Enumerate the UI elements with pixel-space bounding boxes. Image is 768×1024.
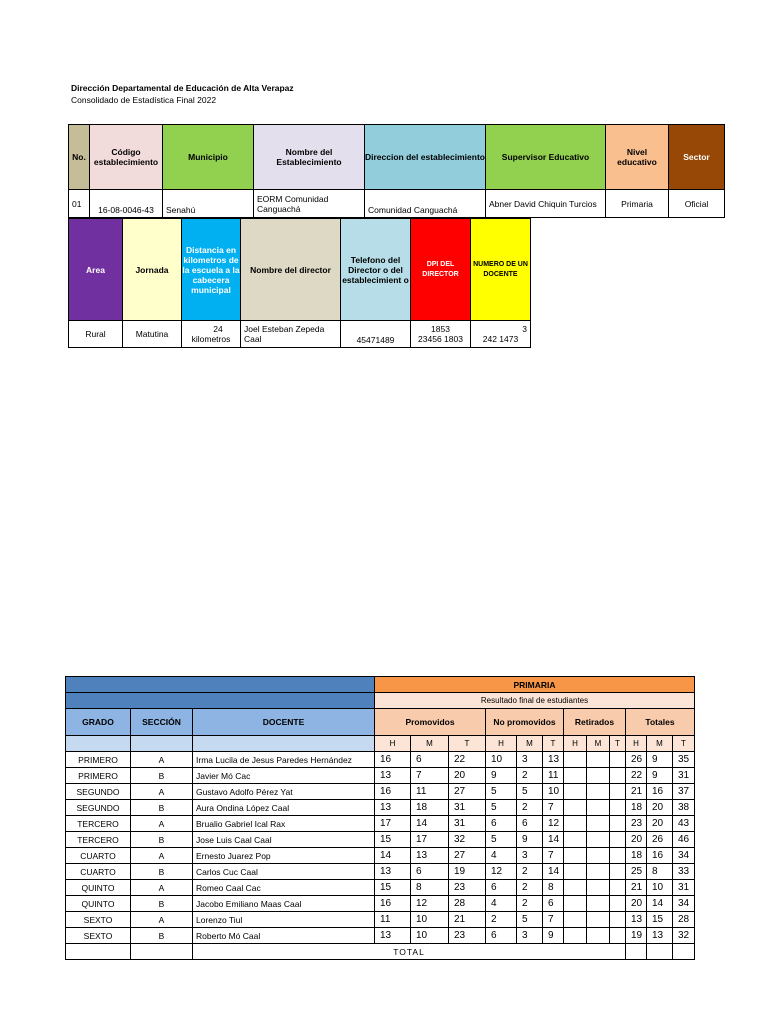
cell-th: 18: [626, 800, 647, 816]
cell-nt: 12: [543, 816, 564, 832]
cell-pm: 14: [411, 816, 449, 832]
result-caption: Resultado final de estudiantes: [375, 693, 695, 709]
cell-tt: 46: [673, 832, 695, 848]
table-row: [66, 928, 695, 944]
cell-rh: [564, 896, 587, 912]
cell-rm: [587, 880, 610, 896]
cell-docente: Romeo Caal Cac: [193, 880, 375, 896]
table-row: [66, 768, 695, 784]
cell-nm: 3: [517, 848, 543, 864]
cell-rt: [610, 832, 626, 848]
cell-nm: 9: [517, 832, 543, 848]
cell-nh: 6: [486, 880, 517, 896]
table-row: [66, 816, 695, 832]
cell-grado: SEXTO: [66, 912, 131, 928]
total-value: [673, 944, 695, 960]
cell-seccion: A: [131, 848, 193, 864]
cell-nh: 6: [486, 816, 517, 832]
cell-nt: 8: [543, 880, 564, 896]
cell-rt: [610, 880, 626, 896]
table-row: [66, 832, 695, 848]
cell-ph: 11: [375, 912, 411, 928]
cell-tt: 37: [673, 784, 695, 800]
cell-tm: 8: [647, 864, 673, 880]
table-title-bar: [66, 677, 375, 693]
cell-ph: 13: [375, 800, 411, 816]
cell-docente: Carlos Cuc Caal: [193, 864, 375, 880]
value-numero: 3 242 1473: [470, 320, 531, 348]
value-direccion: Comunidad Canguachá: [364, 189, 486, 218]
cell-tt: 34: [673, 896, 695, 912]
group-promovidos: Promovidos: [375, 709, 486, 736]
cell-docente: Jacobo Emiliano Maas Caal: [193, 896, 375, 912]
cell-seccion: A: [131, 752, 193, 768]
cell-grado: SEXTO: [66, 928, 131, 944]
cell-th: 21: [626, 784, 647, 800]
sub-header-m: M: [587, 736, 610, 752]
cell-rt: [610, 928, 626, 944]
cell-tt: 43: [673, 816, 695, 832]
cell-nm: 2: [517, 800, 543, 816]
table-row: [66, 752, 695, 768]
cell-seccion: A: [131, 816, 193, 832]
cell-nm: 5: [517, 912, 543, 928]
cell-pt: 22: [449, 752, 486, 768]
cell-rm: [587, 800, 610, 816]
group-totales: Totales: [626, 709, 695, 736]
cell-rh: [564, 768, 587, 784]
cell-nt: 6: [543, 896, 564, 912]
header-nombre: Nombre del Establecimiento: [253, 124, 365, 190]
cell-ph: 15: [375, 880, 411, 896]
cell-th: 23: [626, 816, 647, 832]
cell-nh: 6: [486, 928, 517, 944]
header-no: No.: [68, 124, 90, 190]
cell-ph: 13: [375, 768, 411, 784]
header-distancia: Distancia en kilometros de la escuela a la cabecera municipal: [181, 218, 241, 321]
cell-pt: 32: [449, 832, 486, 848]
document-title: Dirección Departamental de Educación de Alta Verapaz: [71, 83, 294, 93]
cell-nh: 5: [486, 784, 517, 800]
cell-rh: [564, 928, 587, 944]
sub-header-h: H: [564, 736, 587, 752]
cell-grado: PRIMERO: [66, 752, 131, 768]
cell-pm: 13: [411, 848, 449, 864]
value-no: 01: [68, 189, 90, 218]
table-row: [66, 800, 695, 816]
cell-tm: 9: [647, 768, 673, 784]
cell-nh: 9: [486, 768, 517, 784]
table-row: [66, 784, 695, 800]
cell-nm: 3: [517, 928, 543, 944]
header-area: Area: [68, 218, 123, 321]
cell-rm: [587, 784, 610, 800]
cell-tm: 14: [647, 896, 673, 912]
cell-tm: 20: [647, 800, 673, 816]
cell-tt: 38: [673, 800, 695, 816]
table-row: [66, 848, 695, 864]
cell-tt: 28: [673, 912, 695, 928]
cell-docente: Ernesto Juarez Pop: [193, 848, 375, 864]
cell-pt: 20: [449, 768, 486, 784]
cell-nt: 9: [543, 928, 564, 944]
cell-rm: [587, 768, 610, 784]
table-title-bar-2: [66, 693, 375, 709]
cell-rm: [587, 912, 610, 928]
cell-rh: [564, 880, 587, 896]
cell-pm: 10: [411, 928, 449, 944]
sub-header-t: T: [673, 736, 695, 752]
cell-tm: 26: [647, 832, 673, 848]
cell-tm: 20: [647, 816, 673, 832]
cell-tm: 10: [647, 880, 673, 896]
cell-tm: 9: [647, 752, 673, 768]
value-dpi: 1853 23456 1803: [410, 320, 471, 348]
cell-seccion: A: [131, 880, 193, 896]
cell-nm: 2: [517, 768, 543, 784]
cell-tt: 34: [673, 848, 695, 864]
cell-seccion: B: [131, 768, 193, 784]
cell-nh: 4: [486, 848, 517, 864]
cell-pm: 6: [411, 752, 449, 768]
sub-header-m: M: [411, 736, 449, 752]
sub-empty-2: [131, 736, 193, 752]
cell-grado: SEGUNDO: [66, 800, 131, 816]
table-row: [66, 912, 695, 928]
header-telefono: Telefono del Director o del establecimient o: [340, 218, 411, 321]
document-subtitle: Consolidado de Estadística Final 2022: [71, 95, 217, 105]
cell-ph: 15: [375, 832, 411, 848]
header-numero: NUMERO DE UN DOCENTE: [470, 218, 531, 321]
cell-rh: [564, 784, 587, 800]
sub-header-m: M: [517, 736, 543, 752]
col-seccion: SECCIÓN: [131, 709, 193, 736]
cell-docente: Brualio Gabriel Ical Rax: [193, 816, 375, 832]
cell-nh: 10: [486, 752, 517, 768]
total-value: [647, 944, 673, 960]
cell-ph: 17: [375, 816, 411, 832]
cell-th: 21: [626, 880, 647, 896]
cell-rm: [587, 848, 610, 864]
cell-rt: [610, 896, 626, 912]
cell-docente: Aura Ondina López Caal: [193, 800, 375, 816]
cell-nm: 5: [517, 784, 543, 800]
cell-rt: [610, 784, 626, 800]
cell-docente: Lorenzo Tiul: [193, 912, 375, 928]
cell-nh: 5: [486, 800, 517, 816]
cell-pm: 8: [411, 880, 449, 896]
cell-pt: 23: [449, 880, 486, 896]
cell-nm: 2: [517, 864, 543, 880]
header-supervisor: Supervisor Educativo: [485, 124, 606, 190]
col-docente: DOCENTE: [193, 709, 375, 736]
cell-nh: 12: [486, 864, 517, 880]
cell-nt: 11: [543, 768, 564, 784]
cell-seccion: B: [131, 864, 193, 880]
value-area: Rural: [68, 320, 123, 348]
cell-seccion: B: [131, 928, 193, 944]
value-municipio: Senahú: [162, 189, 254, 218]
cell-pm: 7: [411, 768, 449, 784]
group-retirados: Retirados: [564, 709, 626, 736]
header-director: Nombre del director: [240, 218, 341, 321]
cell-docente: Jose Luis Caal Caal: [193, 832, 375, 848]
cell-tt: 33: [673, 864, 695, 880]
header-nivel: Nivel educativo: [605, 124, 669, 190]
cell-seccion: B: [131, 896, 193, 912]
cell-th: 25: [626, 864, 647, 880]
cell-grado: QUINTO: [66, 896, 131, 912]
header-sector: Sector: [668, 124, 725, 190]
header-codigo: Código establecimiento: [89, 124, 163, 190]
col-grado: GRADO: [66, 709, 131, 736]
cell-rh: [564, 800, 587, 816]
cell-nm: 2: [517, 880, 543, 896]
cell-th: 19: [626, 928, 647, 944]
sub-header-h: H: [486, 736, 517, 752]
cell-grado: CUARTO: [66, 848, 131, 864]
cell-grado: QUINTO: [66, 880, 131, 896]
sub-header-t: T: [610, 736, 626, 752]
cell-rt: [610, 912, 626, 928]
cell-seccion: A: [131, 912, 193, 928]
cell-pm: 10: [411, 912, 449, 928]
cell-pm: 17: [411, 832, 449, 848]
grades-table: [65, 676, 695, 960]
cell-pm: 18: [411, 800, 449, 816]
table-row: [66, 896, 695, 912]
cell-docente: Gustavo Adolfo Pérez Yat: [193, 784, 375, 800]
cell-th: 22: [626, 768, 647, 784]
cell-ph: 13: [375, 928, 411, 944]
value-sector: Oficial: [668, 189, 725, 218]
cell-nm: 6: [517, 816, 543, 832]
cell-grado: TERCERO: [66, 832, 131, 848]
cell-pt: 27: [449, 848, 486, 864]
total-row: [66, 944, 695, 960]
cell-nt: 14: [543, 864, 564, 880]
header-direccion: Direccion del establecimiento: [364, 124, 486, 190]
cell-pm: 12: [411, 896, 449, 912]
cell-grado: TERCERO: [66, 816, 131, 832]
cell-pt: 31: [449, 800, 486, 816]
cell-docente: Irma Lucila de Jesus Paredes Hernández: [193, 752, 375, 768]
total-label: TOTAL: [193, 944, 626, 960]
header-dpi: DPI DEL DIRECTOR: [410, 218, 471, 321]
cell-grado: PRIMERO: [66, 768, 131, 784]
cell-rt: [610, 768, 626, 784]
cell-rt: [610, 752, 626, 768]
cell-rm: [587, 752, 610, 768]
value-distancia: 24 kilometros: [181, 320, 241, 348]
cell-nh: 4: [486, 896, 517, 912]
cell-rt: [610, 816, 626, 832]
cell-grado: SEGUNDO: [66, 784, 131, 800]
cell-rm: [587, 864, 610, 880]
cell-ph: 16: [375, 896, 411, 912]
cell-tm: 15: [647, 912, 673, 928]
cell-rh: [564, 912, 587, 928]
cell-pt: 21: [449, 912, 486, 928]
cell-rh: [564, 816, 587, 832]
cell-seccion: B: [131, 800, 193, 816]
cell-pt: 23: [449, 928, 486, 944]
cell-docente: Roberto Mó Caal: [193, 928, 375, 944]
cell-rh: [564, 848, 587, 864]
value-nivel: Primaria: [605, 189, 669, 218]
cell-seccion: B: [131, 832, 193, 848]
cell-grado: CUARTO: [66, 864, 131, 880]
cell-tt: 31: [673, 880, 695, 896]
cell-rm: [587, 816, 610, 832]
cell-nt: 7: [543, 848, 564, 864]
cell-nm: 2: [517, 896, 543, 912]
value-jornada: Matutina: [122, 320, 182, 348]
cell-tt: 32: [673, 928, 695, 944]
sub-header-m: M: [647, 736, 673, 752]
cell-pt: 19: [449, 864, 486, 880]
cell-tm: 16: [647, 848, 673, 864]
value-director: Joel Esteban Zepeda Caal: [240, 320, 341, 348]
cell-th: 18: [626, 848, 647, 864]
cell-th: 26: [626, 752, 647, 768]
total-empty-1: [66, 944, 131, 960]
sub-header-t: T: [449, 736, 486, 752]
cell-tm: 16: [647, 784, 673, 800]
sub-empty-1: [66, 736, 131, 752]
cell-nt: 7: [543, 800, 564, 816]
cell-rm: [587, 928, 610, 944]
cell-pm: 11: [411, 784, 449, 800]
cell-rt: [610, 800, 626, 816]
header-jornada: Jornada: [122, 218, 182, 321]
cell-ph: 16: [375, 784, 411, 800]
total-value: [626, 944, 647, 960]
table-row: [66, 864, 695, 880]
cell-ph: 14: [375, 848, 411, 864]
cell-nh: 5: [486, 832, 517, 848]
level-header: PRIMARIA: [375, 677, 695, 693]
header-municipio: Municipio: [162, 124, 254, 190]
cell-nm: 3: [517, 752, 543, 768]
sub-empty-3: [193, 736, 375, 752]
cell-pt: 28: [449, 896, 486, 912]
cell-rh: [564, 752, 587, 768]
cell-nt: 14: [543, 832, 564, 848]
cell-th: 20: [626, 832, 647, 848]
cell-nt: 7: [543, 912, 564, 928]
cell-pt: 27: [449, 784, 486, 800]
sub-header-h: H: [375, 736, 411, 752]
value-supervisor: Abner David Chiquin Turcios: [485, 189, 606, 218]
cell-nt: 10: [543, 784, 564, 800]
cell-seccion: A: [131, 784, 193, 800]
cell-pt: 31: [449, 816, 486, 832]
group-no-promovidos: No promovidos: [486, 709, 564, 736]
cell-rm: [587, 832, 610, 848]
cell-docente: Javier Mó Cac: [193, 768, 375, 784]
cell-pm: 6: [411, 864, 449, 880]
cell-nh: 2: [486, 912, 517, 928]
cell-ph: 13: [375, 864, 411, 880]
cell-th: 20: [626, 896, 647, 912]
cell-rt: [610, 848, 626, 864]
value-codigo: 16-08-0046-43: [89, 189, 163, 218]
cell-rt: [610, 864, 626, 880]
cell-th: 13: [626, 912, 647, 928]
total-empty-2: [131, 944, 193, 960]
cell-nt: 13: [543, 752, 564, 768]
sub-header-h: H: [626, 736, 647, 752]
sub-header-t: T: [543, 736, 564, 752]
table-row: [66, 880, 695, 896]
cell-rh: [564, 832, 587, 848]
cell-rh: [564, 864, 587, 880]
cell-tt: 31: [673, 768, 695, 784]
cell-rm: [587, 896, 610, 912]
value-nombre: EORM Comunidad Canguachá: [253, 189, 365, 218]
value-telefono: 45471489: [340, 320, 411, 348]
cell-tm: 13: [647, 928, 673, 944]
cell-tt: 35: [673, 752, 695, 768]
cell-ph: 16: [375, 752, 411, 768]
